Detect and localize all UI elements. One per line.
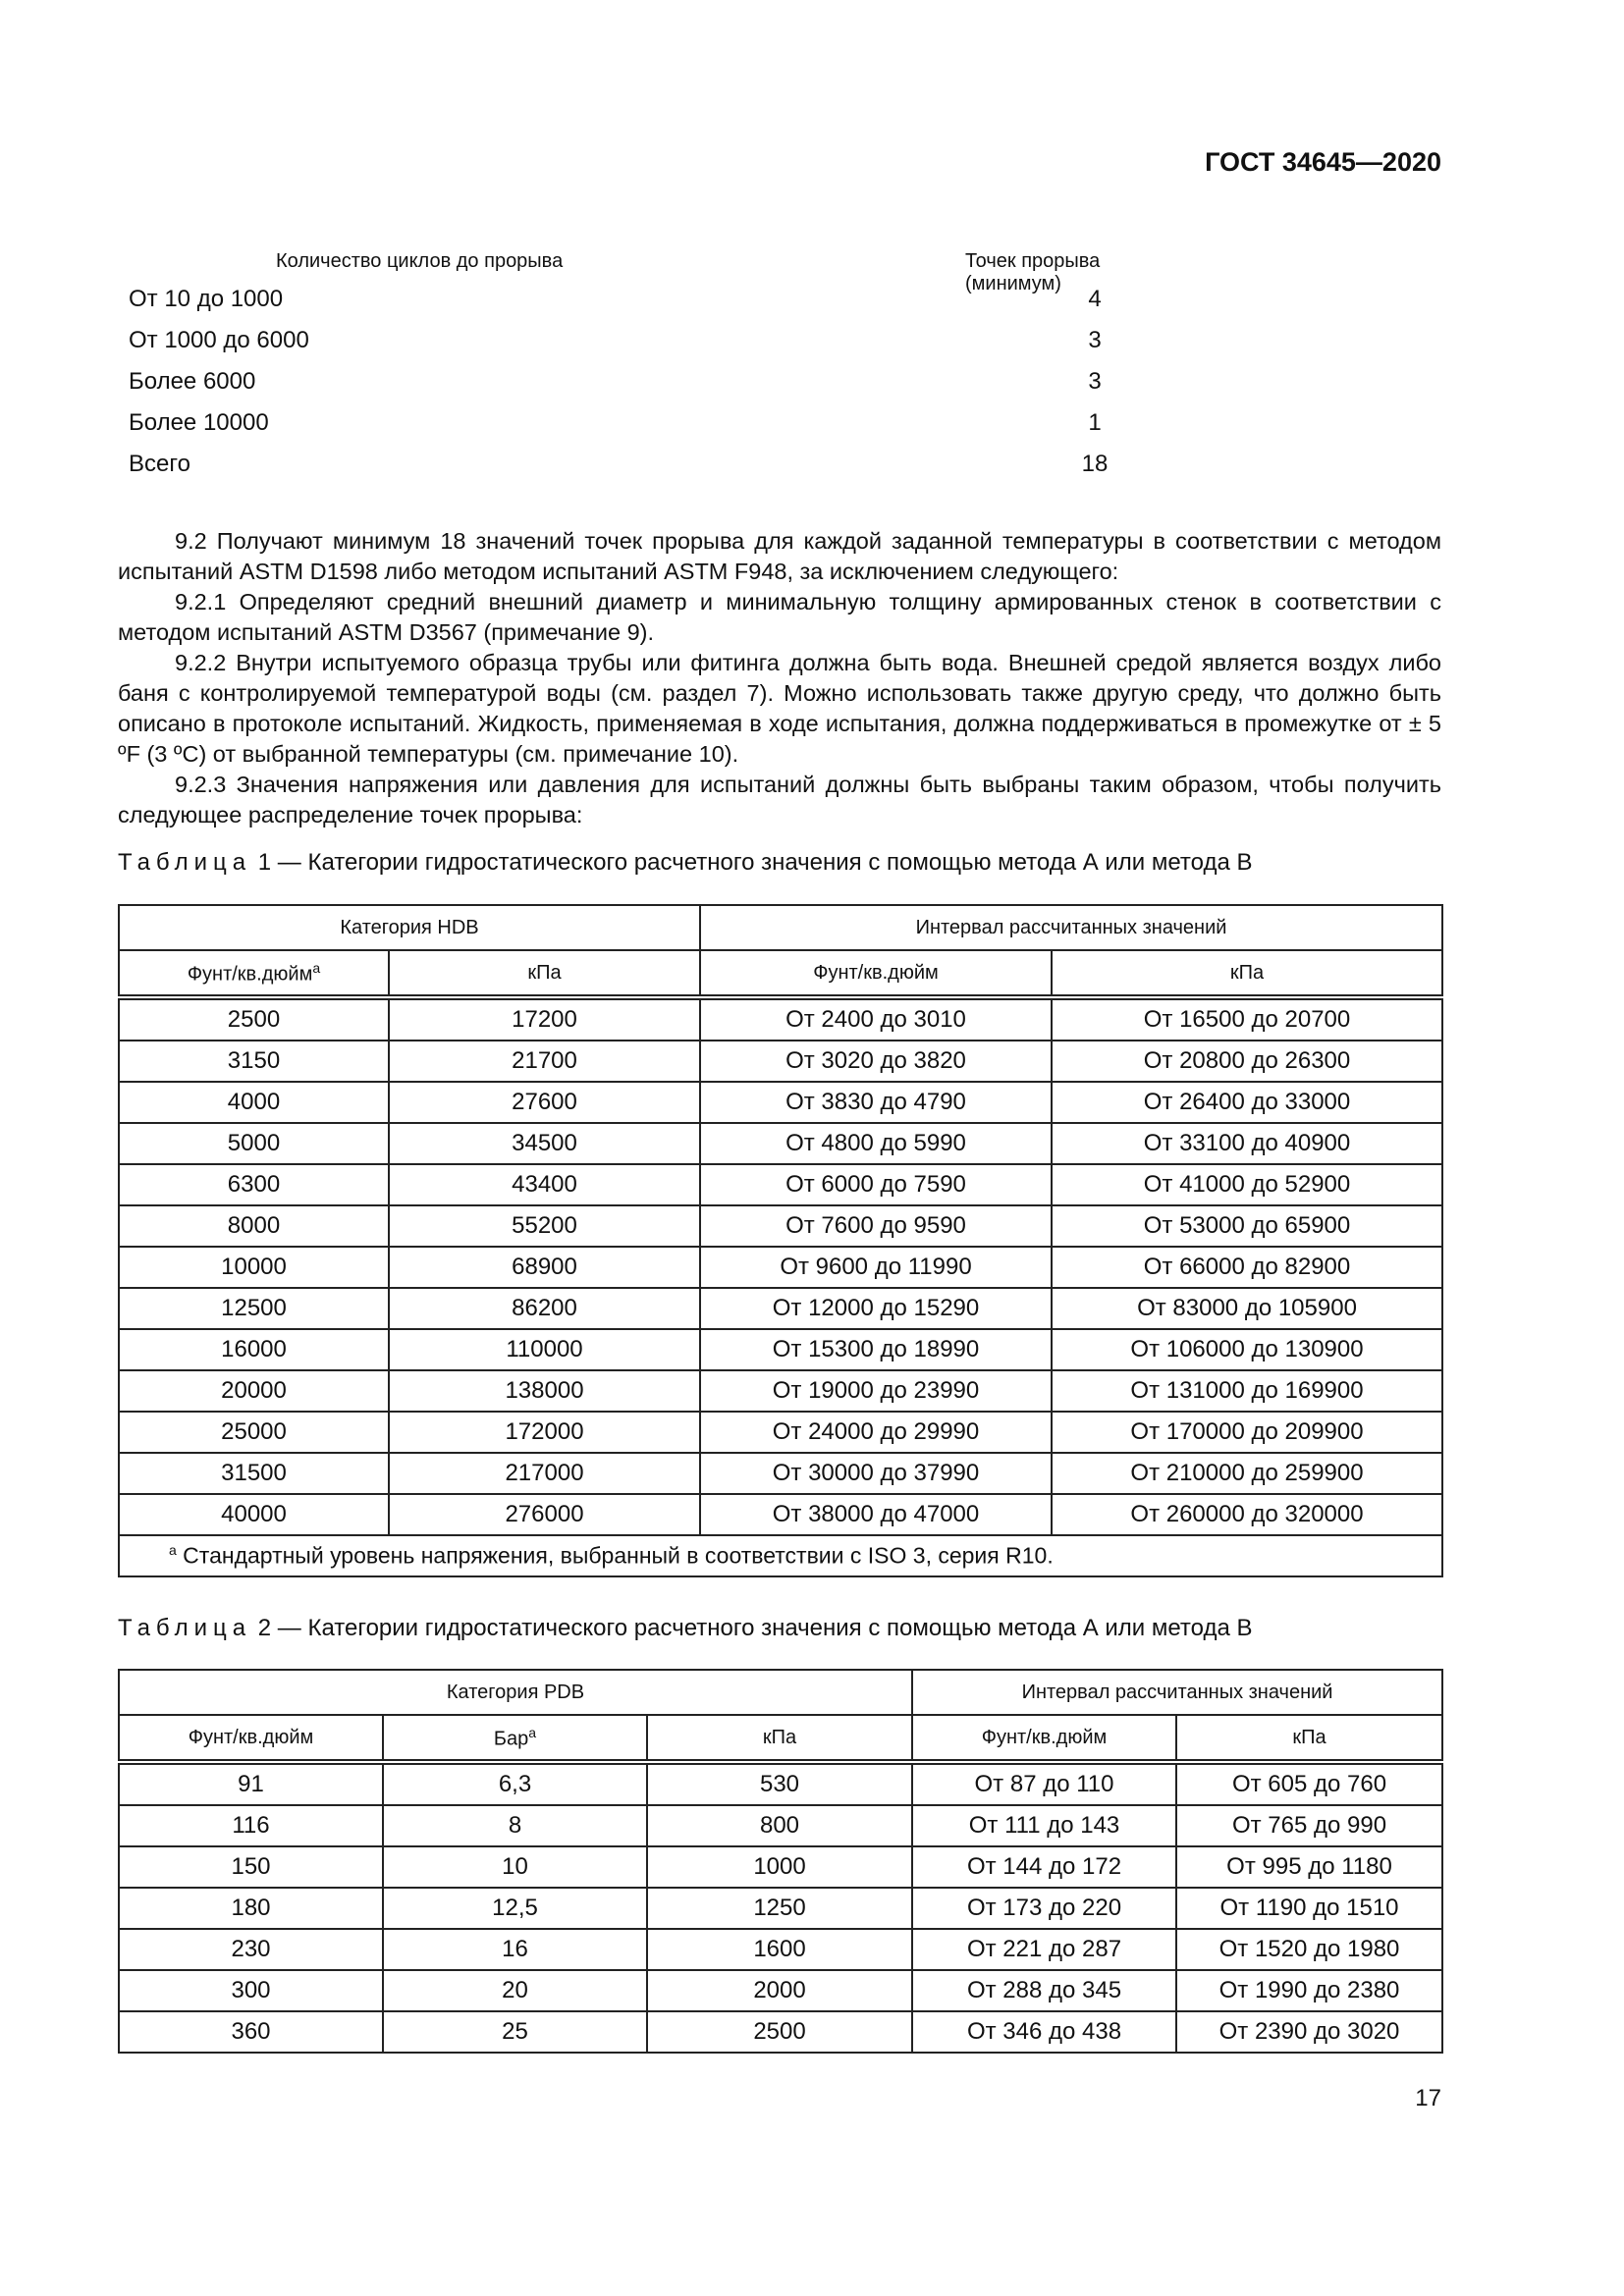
cycles-range: Всего <box>129 451 190 477</box>
cycles-range: Более 6000 <box>129 368 256 395</box>
table-row <box>119 1205 1442 1247</box>
cycles-header-points: Точек прорыва (минимум) <box>965 250 1101 294</box>
table-cell: От 38000 до 47000 <box>700 1494 1052 1535</box>
table-cell: 2500 <box>647 2011 912 2053</box>
table-cell: 43400 <box>389 1164 700 1205</box>
table-footnote: $^a$ Стандартный уровень напряжения, выбранный в соответствии с ISO 3, серия R10. <box>119 1535 1442 1576</box>
table-cell: 2000 <box>647 1970 912 2011</box>
table-cell: От 111 до 143 <box>912 1805 1176 1846</box>
cycles-points: 18 <box>1081 451 1109 477</box>
table-hdb <box>118 904 1443 1577</box>
table-cell: От 33100 до 40900 <box>1052 1123 1442 1164</box>
paragraph-9-2: 9.2 Получают минимум 18 значений точек прорыва для каждой заданной температуры в соответствии с методом испытаний ASTM D1598 либо методом испытаний ASTM F948, за исключением следующего: <box>118 528 1441 584</box>
table-cell: От 106000 до 130900 <box>1052 1329 1442 1370</box>
table-cell: От 26400 до 33000 <box>1052 1082 1442 1123</box>
table-cell: От 221 до 287 <box>912 1929 1176 1970</box>
table-cell: 230 <box>119 1929 383 1970</box>
table-cell: От 3830 до 4790 <box>700 1082 1052 1123</box>
table-cell: 34500 <box>389 1123 700 1164</box>
table-cell: От 346 до 438 <box>912 2011 1176 2053</box>
table-row <box>119 1929 1442 1970</box>
table-cell: 31500 <box>119 1453 389 1494</box>
table-cell: 150 <box>119 1846 383 1888</box>
table-cell: От 260000 до 320000 <box>1052 1494 1442 1535</box>
table-row <box>119 1164 1442 1205</box>
cycles-range: Более 10000 <box>129 409 269 436</box>
table-cell: 6,3 <box>383 1762 647 1805</box>
col-header: Фунт/кв.дюйм <box>700 950 1052 997</box>
table-cell: От 41000 до 52900 <box>1052 1164 1442 1205</box>
table-cell: От 210000 до 259900 <box>1052 1453 1442 1494</box>
table-cell: От 20800 до 26300 <box>1052 1041 1442 1082</box>
table-pdb <box>118 1669 1443 2054</box>
table-cell: 3150 <box>119 1041 389 1082</box>
table-cell: От 3020 до 3820 <box>700 1041 1052 1082</box>
cycles-row <box>118 451 1198 492</box>
body-text <box>118 526 1441 830</box>
table-row <box>119 997 1442 1041</box>
table-cell: От 995 до 1180 <box>1176 1846 1442 1888</box>
col-header: кПа <box>389 950 700 997</box>
table-cell: 1000 <box>647 1846 912 1888</box>
cycles-points: 3 <box>1088 368 1102 395</box>
cycles-row <box>118 286 1198 327</box>
table-cell: 1250 <box>647 1888 912 1929</box>
col-header: Фунт/кв.дюйм$^a$ <box>119 950 389 997</box>
caption-word: Таблица <box>118 1615 252 1641</box>
table-cell: 4000 <box>119 1082 389 1123</box>
col-header: Бар$^a$ <box>383 1715 647 1762</box>
table-cell: 8 <box>383 1805 647 1846</box>
table-row <box>119 1370 1442 1412</box>
cycles-list <box>118 250 1198 492</box>
table-row <box>119 1762 1442 1805</box>
table-cell: От 4800 до 5990 <box>700 1123 1052 1164</box>
table-cell: 40000 <box>119 1494 389 1535</box>
table-cell: От 16500 до 20700 <box>1052 997 1442 1041</box>
col-header: Фунт/кв.дюйм <box>119 1715 383 1762</box>
table-cell: 55200 <box>389 1205 700 1247</box>
table-row <box>119 1846 1442 1888</box>
table-row <box>119 1082 1442 1123</box>
col-header: кПа <box>647 1715 912 1762</box>
table-cell: 138000 <box>389 1370 700 1412</box>
table-cell: От 12000 до 15290 <box>700 1288 1052 1329</box>
caption-number: 2 <box>257 1615 272 1641</box>
table-cell: От 288 до 345 <box>912 1970 1176 2011</box>
cycles-range: От 1000 до 6000 <box>129 327 309 353</box>
table-cell: 20000 <box>119 1370 389 1412</box>
table-cell: 180 <box>119 1888 383 1929</box>
table-cell: 360 <box>119 2011 383 2053</box>
table-row <box>119 1288 1442 1329</box>
page-number: 17 <box>1415 2085 1441 2111</box>
cycles-range: От 10 до 1000 <box>129 286 284 312</box>
col-header: кПа <box>1052 950 1442 997</box>
table-cell: От 2390 до 3020 <box>1176 2011 1442 2053</box>
table-cell: 276000 <box>389 1494 700 1535</box>
table-cell: От 15300 до 18990 <box>700 1329 1052 1370</box>
table-row <box>119 1805 1442 1846</box>
table-cell: 86200 <box>389 1288 700 1329</box>
table-cell: 17200 <box>389 997 700 1041</box>
table-row <box>119 1247 1442 1288</box>
cycles-header <box>118 250 1198 294</box>
table-cell: От 605 до 760 <box>1176 1762 1442 1805</box>
table-cell: От 83000 до 105900 <box>1052 1288 1442 1329</box>
table-cell: От 7600 до 9590 <box>700 1205 1052 1247</box>
table-cell: От 9600 до 11990 <box>700 1247 1052 1288</box>
table-cell: 1600 <box>647 1929 912 1970</box>
table-cell: 16000 <box>119 1329 389 1370</box>
group-header: Интервал рассчитанных значений <box>912 1670 1442 1715</box>
table-cell: 800 <box>647 1805 912 1846</box>
col-header: Фунт/кв.дюйм <box>912 1715 1176 1762</box>
caption-word: Таблица <box>118 849 252 876</box>
table-cell: 2500 <box>119 997 389 1041</box>
table-cell: От 6000 до 7590 <box>700 1164 1052 1205</box>
table-cell: 6300 <box>119 1164 389 1205</box>
cycles-points: 1 <box>1088 409 1102 436</box>
table-row <box>119 1329 1442 1370</box>
table-row <box>119 1453 1442 1494</box>
table2-caption <box>118 1615 1253 1642</box>
table-row <box>119 1970 1442 2011</box>
table-cell: 530 <box>647 1762 912 1805</box>
table-cell: 91 <box>119 1762 383 1805</box>
table-cell: От 170000 до 209900 <box>1052 1412 1442 1453</box>
table-cell: 172000 <box>389 1412 700 1453</box>
caption-text: — Категории гидростатического расчетного значения с помощью метода А или метода В <box>271 1615 1253 1641</box>
table1-caption <box>118 849 1253 877</box>
cycles-row <box>118 368 1198 409</box>
table-row <box>119 1494 1442 1535</box>
table-cell: 116 <box>119 1805 383 1846</box>
table-row <box>119 1412 1442 1453</box>
table-cell: От 1190 до 1510 <box>1176 1888 1442 1929</box>
table-cell: От 53000 до 65900 <box>1052 1205 1442 1247</box>
table-cell: 12500 <box>119 1288 389 1329</box>
table-cell: От 2400 до 3010 <box>700 997 1052 1041</box>
table-cell: От 24000 до 29990 <box>700 1412 1052 1453</box>
table-cell: От 131000 до 169900 <box>1052 1370 1442 1412</box>
cycles-row <box>118 327 1198 368</box>
table-cell: 27600 <box>389 1082 700 1123</box>
cycles-points: 4 <box>1088 286 1102 312</box>
table-cell: От 173 до 220 <box>912 1888 1176 1929</box>
group-header: Интервал рассчитанных значений <box>700 905 1442 950</box>
table-cell: 16 <box>383 1929 647 1970</box>
table-cell: От 30000 до 37990 <box>700 1453 1052 1494</box>
group-header: Категория PDB <box>119 1670 912 1715</box>
table-row <box>119 1123 1442 1164</box>
document-id: ГОСТ 34645—2020 <box>1205 147 1441 177</box>
caption-number: 1 <box>257 849 272 876</box>
table-cell: От 1990 до 2380 <box>1176 1970 1442 2011</box>
paragraph-9-2-2: 9.2.2 Внутри испытуемого образца трубы или фитинга должна быть вода. Внешней средой является воздух либо баня с контролируемой температурой воды (см. раздел 7). Можно использовать также другую среду, что должно быть описано в протоколе испытаний. Жидкость, применяемая в ходе испытания, должна поддерживаться в промежутке от ± 5 ºF (3 ºC) от выбранной температуры (см. примечание 10). <box>118 650 1441 767</box>
col-header: кПа <box>1176 1715 1442 1762</box>
cycles-row <box>118 409 1198 451</box>
table-cell: 110000 <box>389 1329 700 1370</box>
table-cell: 217000 <box>389 1453 700 1494</box>
table-cell: От 66000 до 82900 <box>1052 1247 1442 1288</box>
table-row <box>119 1888 1442 1929</box>
table-cell: 20 <box>383 1970 647 2011</box>
table-row <box>119 1041 1442 1082</box>
table-cell: 25000 <box>119 1412 389 1453</box>
table-cell: От 19000 до 23990 <box>700 1370 1052 1412</box>
table-cell: 10000 <box>119 1247 389 1288</box>
table-row <box>119 2011 1442 2053</box>
cycles-header-count: Количество циклов до прорыва <box>276 250 564 272</box>
table-cell: 21700 <box>389 1041 700 1082</box>
table-cell: 68900 <box>389 1247 700 1288</box>
table-cell: 10 <box>383 1846 647 1888</box>
paragraph-9-2-3: 9.2.3 Значения напряжения или давления для испытаний должны быть выбраны таким образом, чтобы получить следующее распределение точек прорыва: <box>118 772 1441 828</box>
table-cell: 25 <box>383 2011 647 2053</box>
cycles-points: 3 <box>1088 327 1102 353</box>
table-cell: 8000 <box>119 1205 389 1247</box>
table-cell: 300 <box>119 1970 383 2011</box>
table-cell: От 87 до 110 <box>912 1762 1176 1805</box>
group-header: Категория HDB <box>119 905 700 950</box>
table-cell: 5000 <box>119 1123 389 1164</box>
table-cell: 12,5 <box>383 1888 647 1929</box>
caption-text: — Категории гидростатического расчетного значения с помощью метода А или метода В <box>271 849 1253 876</box>
table-cell: От 765 до 990 <box>1176 1805 1442 1846</box>
table-cell: От 1520 до 1980 <box>1176 1929 1442 1970</box>
paragraph-9-2-1: 9.2.1 Определяют средний внешний диаметр и минимальную толщину армированных стенок в соответствии с методом испытаний ASTM D3567 (примечание 9). <box>118 589 1441 645</box>
table-cell: От 144 до 172 <box>912 1846 1176 1888</box>
